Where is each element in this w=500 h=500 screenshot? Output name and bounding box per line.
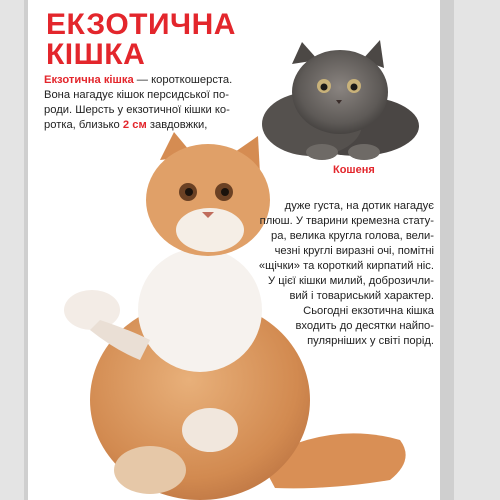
intro-line-4: ротка, близько 2 см завдовжки, xyxy=(44,119,208,131)
body-line-6: У цієї кішки милий, доброзичли- xyxy=(267,275,434,287)
body-line-8: Сьогодні екзотична кішка xyxy=(303,305,434,317)
body-line-1: дуже густа, на дотик нагадує xyxy=(284,200,434,212)
intro-line-2: Вона нагадує кішок перcидської по- xyxy=(44,89,229,101)
body-line-7: вий і товариський характер. xyxy=(289,290,434,302)
body-line-3: ра, велика кругла голова, вели- xyxy=(271,230,434,242)
body-line-4: чезні круглі виразні очі, помітні xyxy=(274,245,434,257)
fur-length-highlight: 2 см xyxy=(122,119,147,131)
kitten-caption: Кошеня xyxy=(333,164,375,176)
intro-line-1: Екзотична кішка — короткошерста. xyxy=(44,74,233,86)
body-paragraph xyxy=(238,199,434,349)
title-line-1: ЕКЗОТИЧНА xyxy=(46,8,236,41)
body-line-5: «щічки» та короткий кирпатий ніс. xyxy=(258,260,434,272)
body-line-2: плюш. У тварини кремезна стату- xyxy=(259,215,434,227)
page-title xyxy=(46,10,236,70)
title-line-2: КІШКА xyxy=(46,38,146,71)
body-line-10: пулярніших у світі порід. xyxy=(307,335,434,347)
body-line-9: входить до десятки найпо- xyxy=(295,320,434,332)
intro-line-3: роди. Шерсть у екзотичної кішки ко- xyxy=(44,104,230,116)
breed-name-highlight: Екзотична кішка xyxy=(44,74,134,86)
intro-paragraph xyxy=(44,73,254,133)
